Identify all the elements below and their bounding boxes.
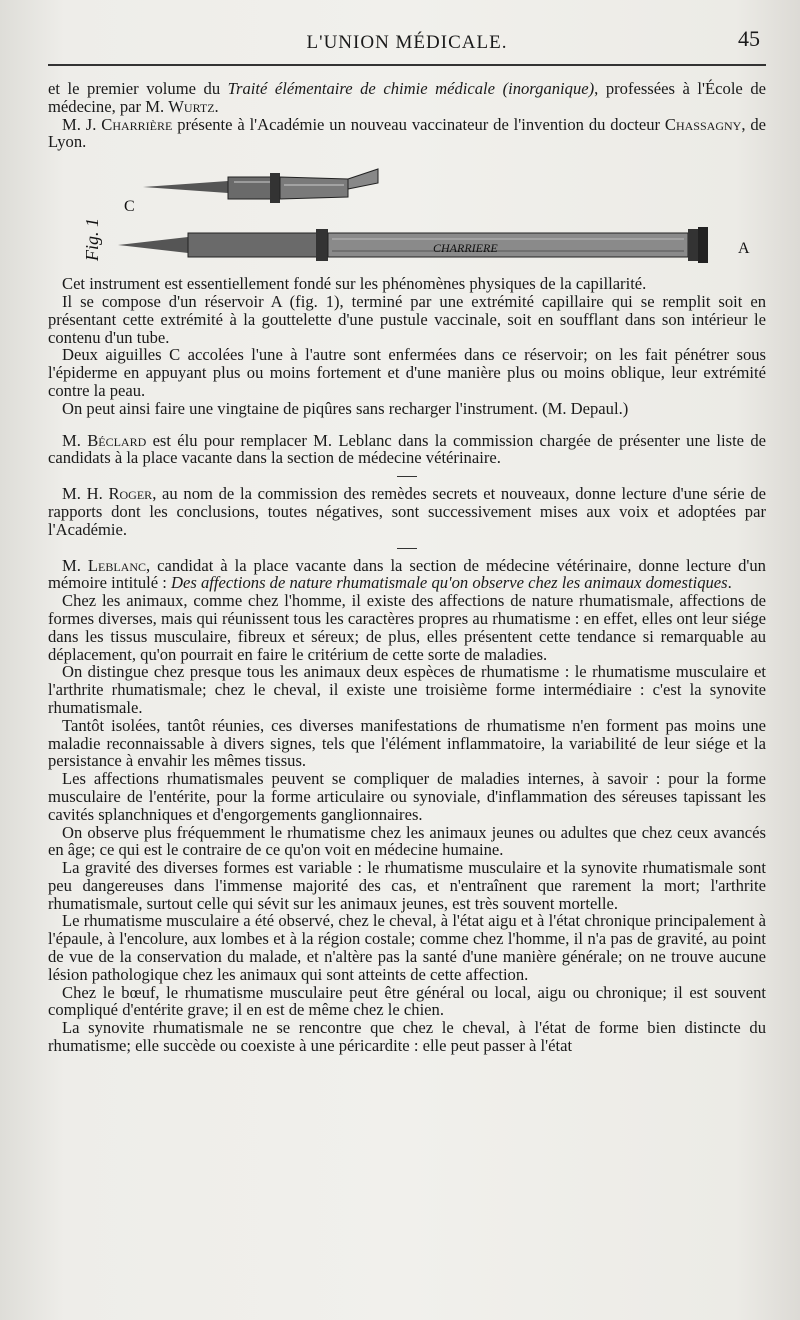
text-run: est élu pour remplacer M. Leblanc dans la commission chargée de présenter une liste de candidats à la place vacante dans la section de médecine vétérinaire. <box>48 430 766 468</box>
text-run: , candidat à la place vacante dans la section de médecine vétérinaire, donne lecture d'un mémoire intitulé : <box>48 555 766 593</box>
letter-a-label: A <box>738 240 750 258</box>
reservoir-a-drawing <box>118 227 708 263</box>
paragraph-piqures: On peut ainsi faire une vingtaine de piqûres sans recharger l'instrument. (M. Depaul.) <box>62 398 629 418</box>
memoir-title: Des affections de nature rhumatismale qu'on observe chez les animaux domestiques <box>171 573 728 593</box>
section-divider <box>397 548 417 549</box>
paragraph-synovite: La synovite rhumatismale ne se rencontre que chez le cheval, à l'état de forme bien distincte du rhumatisme; elle succède ou coexiste à une péricardite : elle peut passer à l'état <box>48 1018 766 1056</box>
author-name: Wurtz <box>168 96 215 116</box>
book-title: Traité élémentaire de chimie médicale (inorganique) <box>227 79 595 98</box>
paragraph-charriere <box>48 116 766 152</box>
vaccinator-engraving <box>48 157 766 275</box>
paragraph-needles: Deux aiguilles C accolées l'une à l'autre sont enfermées dans ce réservoir; on les fait pénétrer sous l'épiderme en appuyant plus ou moins fortement et d'une manière plus ou moins oblique, leur extrémité contre la peau. <box>48 345 766 400</box>
text-run: , professées à l'École de médecine, par M. <box>48 79 767 116</box>
paragraph-especes: On distingue chez presque tous les animaux deux espèces de rhumatisme : le rhumatisme musculaire et l'arthrite rhumatismale; chez le cheval, il existe une troisième forme intermédiaire : c'est la synovite rhumatismale. <box>48 662 766 717</box>
letter-c-label: C <box>124 198 135 216</box>
paragraph-reservoir: Il se compose d'un réservoir A (fig. 1), terminé par une extrémité capillaire qui se remplit soit en présentant cette extrémité à la gouttelette d'une pustule vaccinale, soit en soufflant dans son intérieur le contenu d'un tube. <box>48 291 766 347</box>
section-divider <box>397 476 417 477</box>
paragraph-publications <box>48 80 766 116</box>
paragraph-leblanc <box>48 557 766 593</box>
text-run: M. <box>62 430 88 450</box>
paragraph-affections: Chez les animaux, comme chez l'homme, il existe des affections de nature rhumatismale, affections de formes diverses, mais qui réunissent tous les caractères propres au rhumatisme : en effet, elles ont leur siége dans les tissus musculaire, fibreux et séreux; de plus, elles présentent cette tendance si remarquable au déplacement, qu'on pourrait en faire le critérium de cette sorte de maladies. <box>48 591 766 664</box>
paragraph-manifestations: Tantôt isolées, tantôt réunies, ces diverses manifestations de rhumatisme n'en forment pas moins une maladie reconnaissable à divers signes, tels que l'élément inflammatoire, la variabilité de leur siége et la persistance à envahir les mêmes tissus. <box>48 715 766 771</box>
vaccinator-figure <box>48 157 766 275</box>
article-body <box>48 80 766 1055</box>
paragraph-frequence: On observe plus fréquemment le rhumatisme chez les animaux jeunes ou adultes que chez ceux avancés en âge; ce qui est le contraire de ce qu'on voit en médecine humaine. <box>48 822 766 860</box>
paragraph-beclard <box>48 432 766 468</box>
paragraph-gravite: La gravité des diverses formes est variable : le rhumatisme musculaire et la synovite rhumatismale sont peu dangereuses dans l'immense majorité des cas, et n'entraînent que rarement la mort; l'arthrite rhumatismale, surtout celle qui sévit sur les animaux jeunes, est très souvent mortelle. <box>48 858 766 913</box>
person-name: Chassagny <box>664 114 742 134</box>
text-run: et le premier volume du <box>48 79 228 98</box>
running-title: L'UNION MÉDICALE. <box>306 32 508 53</box>
text-run: présente à l'Académie un nouveau vaccinateur de l'invention du docteur <box>172 114 665 134</box>
page-number: 45 <box>738 26 760 51</box>
text-run: , de Lyon. <box>48 114 767 152</box>
person-name: Roger <box>108 484 153 504</box>
text-run: M. <box>62 555 88 575</box>
figure-label: Fig. 1 <box>82 218 102 262</box>
text-run: , au nom de la commission des remèdes secrets et nouveaux, donne lecture d'une série de rapports dont les conclusions, toutes négatives, sont successivement mises aux voix et adoptées par l'Académie. <box>48 484 766 539</box>
text-run: M. J. <box>62 114 102 134</box>
spacer <box>48 418 766 432</box>
paragraph-musculaire: Le rhumatisme musculaire a été observé, chez le cheval, à l'état aigu et à l'état chronique principalement à l'épaule, à l'encolure, aux lombes et à la région costale; comme chez l'homme, il n'a pas de gravité, au point de vue de la conservation du malade, et n'altère pas la santé d'une manière générale; on ne trouve aucune lésion pathologique chez les animaux qui sont atteints de cette affection. <box>48 911 766 984</box>
needle-c-drawing <box>143 169 378 203</box>
text-run: . <box>214 96 219 116</box>
person-name: Leblanc <box>87 555 146 575</box>
person-name: Béclard <box>87 430 147 450</box>
text-run: . <box>727 573 732 593</box>
paragraph-roger <box>48 485 766 538</box>
person-name: Charrière <box>101 114 173 134</box>
maker-mark: CHARRIERE <box>433 241 498 256</box>
paragraph-boeuf: Chez le bœuf, le rhumatisme musculaire peut être général ou local, aigu ou chronique; il est souvent compliqué d'entérite grave; il en est de même chez le chien. <box>48 982 766 1020</box>
page-header <box>48 20 766 66</box>
paragraph-complications: Les affections rhumatismales peuvent se compliquer de maladies internes, à savoir : pour la forme musculaire de l'entérite, pour la forme articulaire ou synoviale, d'inflammation des séreuses tapissant les cavités splanchniques et d'engorgements ganglionnaires. <box>48 769 766 824</box>
paragraph-instrument: Cet instrument est essentiellement fondé sur les phénomènes physiques de la capillarité. <box>62 274 647 294</box>
text-run: M. H. <box>62 484 109 504</box>
